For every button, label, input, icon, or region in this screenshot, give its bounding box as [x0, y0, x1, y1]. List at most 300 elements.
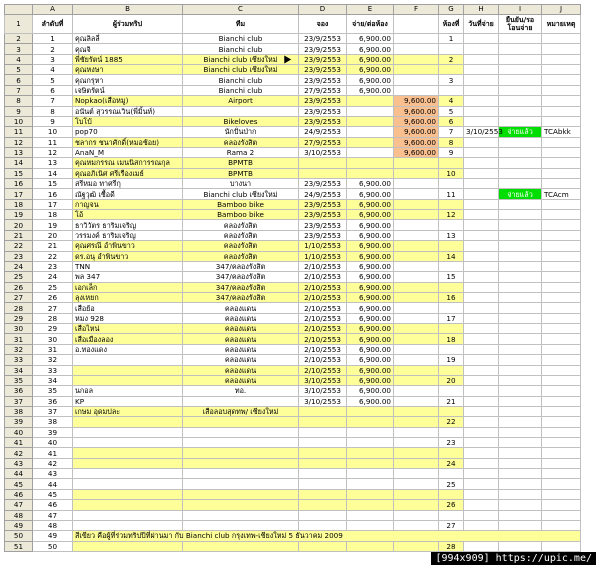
cell-h[interactable]: [464, 65, 499, 75]
cell-j[interactable]: [542, 406, 581, 416]
cell-f[interactable]: [394, 438, 439, 448]
cell-i[interactable]: [499, 541, 542, 551]
header-cell[interactable]: ลำดับที่: [33, 15, 73, 34]
cell-e[interactable]: 6,900.00: [347, 375, 394, 385]
cell-i[interactable]: [499, 489, 542, 499]
cell-j[interactable]: [542, 375, 581, 385]
cell-c[interactable]: Bamboo bike: [183, 210, 299, 220]
cell-c[interactable]: บางนา: [183, 179, 299, 189]
cell-h[interactable]: [464, 199, 499, 209]
cell-i[interactable]: [499, 241, 542, 251]
cell-g[interactable]: [439, 220, 464, 230]
cell-h[interactable]: [464, 406, 499, 416]
cell-d[interactable]: [299, 458, 347, 468]
cell-i[interactable]: [499, 292, 542, 302]
cell-f[interactable]: [394, 344, 439, 354]
cell-j[interactable]: [542, 210, 581, 220]
row-number[interactable]: 41: [5, 438, 33, 448]
cell-c[interactable]: [183, 520, 299, 530]
cell-g[interactable]: 18: [439, 334, 464, 344]
cell-c[interactable]: เสือลอบสุดทพ/ เชียงใหม่: [183, 406, 299, 416]
cell-j[interactable]: [542, 365, 581, 375]
cell-b[interactable]: [73, 489, 183, 499]
row-number[interactable]: 9: [5, 106, 33, 116]
row-number[interactable]: 45: [5, 479, 33, 489]
cell-j[interactable]: [542, 199, 581, 209]
cell-e[interactable]: [347, 147, 394, 157]
cell-e[interactable]: [347, 458, 394, 468]
cell-c[interactable]: คลองแดน: [183, 355, 299, 365]
cell-g[interactable]: 3: [439, 75, 464, 85]
cell-g[interactable]: [439, 303, 464, 313]
row-number[interactable]: 25: [5, 272, 33, 282]
column-header[interactable]: A: [33, 5, 73, 15]
cell-c[interactable]: Bamboo bike: [183, 199, 299, 209]
cell-j[interactable]: [542, 469, 581, 479]
cell-d[interactable]: [299, 448, 347, 458]
cell-h[interactable]: [464, 44, 499, 54]
cell-b[interactable]: พล 347: [73, 272, 183, 282]
cell-b[interactable]: อ.ทองแดง: [73, 344, 183, 354]
cell-j[interactable]: [542, 448, 581, 458]
cell-c[interactable]: [183, 510, 299, 520]
cell-e[interactable]: [347, 541, 394, 551]
cell-b[interactable]: คุณกรุหา: [73, 75, 183, 85]
cell-h[interactable]: [464, 427, 499, 437]
cell-j[interactable]: [542, 344, 581, 354]
cell-b[interactable]: คุณหมกรรณ เมนนิสการรณกุล: [73, 158, 183, 168]
row-number[interactable]: 11: [5, 127, 33, 137]
cell-g[interactable]: 16: [439, 292, 464, 302]
cell-j[interactable]: [542, 396, 581, 406]
cell-c[interactable]: Bianchi club: [183, 44, 299, 54]
cell-i[interactable]: จ่ายแล้ว: [499, 127, 542, 137]
row-number[interactable]: 27: [5, 292, 33, 302]
row-number[interactable]: 48: [5, 510, 33, 520]
cell-j[interactable]: [542, 272, 581, 282]
cell-b[interactable]: เสือเมืองลอง: [73, 334, 183, 344]
cell-h[interactable]: [464, 168, 499, 178]
cell-a[interactable]: 41: [33, 448, 73, 458]
cell-g[interactable]: [439, 448, 464, 458]
cell-j[interactable]: [542, 479, 581, 489]
cell-c[interactable]: [183, 469, 299, 479]
cell-i[interactable]: [499, 406, 542, 416]
cell-e[interactable]: 6,900.00: [347, 334, 394, 344]
cell-h[interactable]: [464, 116, 499, 126]
cell-a[interactable]: 16: [33, 189, 73, 199]
cell-b[interactable]: เจษิตรัตน์: [73, 85, 183, 95]
cell-b[interactable]: ณัฐวุฒิ เชื้อดี: [73, 189, 183, 199]
cell-a[interactable]: 35: [33, 386, 73, 396]
cell-c[interactable]: คลองรังสิต: [183, 137, 299, 147]
row-number[interactable]: 51: [5, 541, 33, 551]
cell-h[interactable]: [464, 220, 499, 230]
row-number[interactable]: 24: [5, 261, 33, 271]
cell-b[interactable]: คุณลิลลี่: [73, 34, 183, 44]
cell-g[interactable]: 8: [439, 137, 464, 147]
cell-a[interactable]: 27: [33, 303, 73, 313]
cell-a[interactable]: 39: [33, 427, 73, 437]
cell-b[interactable]: [73, 500, 183, 510]
row-number[interactable]: 15: [5, 168, 33, 178]
cell-a[interactable]: 18: [33, 210, 73, 220]
cell-b[interactable]: วรรมงค์ ธาริมเจริญ: [73, 230, 183, 240]
cell-c[interactable]: คลองแดน: [183, 303, 299, 313]
cell-a[interactable]: 29: [33, 324, 73, 334]
cell-h[interactable]: [464, 541, 499, 551]
cell-d[interactable]: 23/9/2553: [299, 199, 347, 209]
cell-d[interactable]: 23/9/2553: [299, 179, 347, 189]
row-number[interactable]: 50: [5, 531, 33, 541]
cell-i[interactable]: [499, 54, 542, 64]
row-number[interactable]: 42: [5, 448, 33, 458]
cell-g[interactable]: [439, 365, 464, 375]
cell-i[interactable]: [499, 303, 542, 313]
cell-d[interactable]: 3/10/2553: [299, 396, 347, 406]
cell-a[interactable]: 3: [33, 54, 73, 64]
cell-i[interactable]: [499, 510, 542, 520]
row-number[interactable]: 33: [5, 355, 33, 365]
cell-a[interactable]: 2: [33, 44, 73, 54]
cell-e[interactable]: 6,900.00: [347, 272, 394, 282]
cell-h[interactable]: [464, 489, 499, 499]
cell-g[interactable]: 24: [439, 458, 464, 468]
column-header[interactable]: J: [542, 5, 581, 15]
row-number[interactable]: 32: [5, 344, 33, 354]
cell-a[interactable]: 4: [33, 65, 73, 75]
cell-a[interactable]: 15: [33, 179, 73, 189]
cell-b[interactable]: AnaN_M: [73, 147, 183, 157]
cell-h[interactable]: [464, 303, 499, 313]
row-number[interactable]: 21: [5, 230, 33, 240]
cell-g[interactable]: 14: [439, 251, 464, 261]
cell-b[interactable]: pop70: [73, 127, 183, 137]
cell-h[interactable]: [464, 96, 499, 106]
cell-j[interactable]: [542, 427, 581, 437]
cell-h[interactable]: [464, 85, 499, 95]
cell-j[interactable]: [542, 489, 581, 499]
cell-d[interactable]: 23/9/2553: [299, 116, 347, 126]
cell-f[interactable]: [394, 85, 439, 95]
cell-h[interactable]: [464, 469, 499, 479]
cell-g[interactable]: 2: [439, 54, 464, 64]
cell-f[interactable]: [394, 334, 439, 344]
cell-j[interactable]: [542, 230, 581, 240]
cell-h[interactable]: [464, 179, 499, 189]
cell-f[interactable]: [394, 417, 439, 427]
cell-f[interactable]: [394, 261, 439, 271]
cell-b[interactable]: [73, 438, 183, 448]
cell-b[interactable]: ชลากร ชนาศักดิ์(หมอช้อย): [73, 137, 183, 147]
cell-d[interactable]: 3/10/2553: [299, 375, 347, 385]
cell-a[interactable]: 17: [33, 199, 73, 209]
row-number[interactable]: 47: [5, 500, 33, 510]
cell-b[interactable]: โอ้: [73, 210, 183, 220]
column-header[interactable]: C: [183, 5, 299, 15]
cell-e[interactable]: [347, 96, 394, 106]
cell-f[interactable]: 9,600.00: [394, 147, 439, 157]
cell-g[interactable]: [439, 510, 464, 520]
cell-j[interactable]: [542, 458, 581, 468]
cell-g[interactable]: [439, 261, 464, 271]
cell-i[interactable]: [499, 106, 542, 116]
cell-d[interactable]: 23/9/2553: [299, 230, 347, 240]
cell-c[interactable]: Bianchi club เชียงใหม่: [183, 65, 299, 75]
cell-a[interactable]: 9: [33, 116, 73, 126]
cell-a[interactable]: 8: [33, 106, 73, 116]
cell-d[interactable]: 2/10/2553: [299, 292, 347, 302]
cell-j[interactable]: [542, 386, 581, 396]
cell-h[interactable]: [464, 396, 499, 406]
cell-d[interactable]: 23/9/2553: [299, 106, 347, 116]
cell-c[interactable]: นักปั่นป่าก: [183, 127, 299, 137]
cell-b[interactable]: [73, 469, 183, 479]
cell-d[interactable]: 2/10/2553: [299, 282, 347, 292]
cell-h[interactable]: [464, 500, 499, 510]
cell-e[interactable]: 6,900.00: [347, 220, 394, 230]
cell-a[interactable]: 21: [33, 241, 73, 251]
cell-f[interactable]: [394, 272, 439, 282]
cell-h[interactable]: [464, 448, 499, 458]
cell-b[interactable]: พี่ชัยรัตน์ 1885: [73, 54, 183, 64]
cell-e[interactable]: 6,900.00: [347, 54, 394, 64]
cell-f[interactable]: [394, 189, 439, 199]
row-number[interactable]: 38: [5, 406, 33, 416]
cell-d[interactable]: 23/9/2553: [299, 44, 347, 54]
cell-e[interactable]: 6,900.00: [347, 292, 394, 302]
cell-a[interactable]: 22: [33, 251, 73, 261]
header-cell[interactable]: ทีม: [183, 15, 299, 34]
cell-c[interactable]: คลองแดน: [183, 313, 299, 323]
cell-j[interactable]: [542, 116, 581, 126]
cell-j[interactable]: [542, 520, 581, 530]
cell-i[interactable]: [499, 386, 542, 396]
row-number[interactable]: 2: [5, 34, 33, 44]
header-cell[interactable]: จ่าย/ต่อห้อง: [347, 15, 394, 34]
cell-a[interactable]: 49: [33, 531, 73, 541]
cell-h[interactable]: [464, 147, 499, 157]
cell-d[interactable]: [299, 500, 347, 510]
cell-g[interactable]: 7: [439, 127, 464, 137]
cell-g[interactable]: [439, 65, 464, 75]
cell-a[interactable]: 47: [33, 510, 73, 520]
cell-j[interactable]: [542, 85, 581, 95]
cell-g[interactable]: 17: [439, 313, 464, 323]
cell-c[interactable]: คลองแดน: [183, 375, 299, 385]
cell-g[interactable]: 26: [439, 500, 464, 510]
cell-e[interactable]: 6,900.00: [347, 303, 394, 313]
column-header[interactable]: F: [394, 5, 439, 15]
cell-j[interactable]: TCAbkk: [542, 127, 581, 137]
cell-b[interactable]: อนันต์ สุวรรณเวิน(พี่มิ้นท์): [73, 106, 183, 116]
cell-f[interactable]: [394, 489, 439, 499]
cell-d[interactable]: [299, 541, 347, 551]
row-number[interactable]: 34: [5, 365, 33, 375]
cell-f[interactable]: [394, 179, 439, 189]
cell-g[interactable]: [439, 85, 464, 95]
cell-c[interactable]: Bianchi club: [183, 34, 299, 44]
cell-h[interactable]: [464, 251, 499, 261]
cell-e[interactable]: 6,900.00: [347, 65, 394, 75]
cell-f[interactable]: [394, 396, 439, 406]
cell-f[interactable]: [394, 210, 439, 220]
cell-i[interactable]: [499, 458, 542, 468]
cell-e[interactable]: [347, 448, 394, 458]
cell-g[interactable]: 27: [439, 520, 464, 530]
cell-a[interactable]: 7: [33, 96, 73, 106]
cell-c[interactable]: [183, 541, 299, 551]
cell-h[interactable]: [464, 272, 499, 282]
cell-f[interactable]: [394, 251, 439, 261]
column-header[interactable]: B: [73, 5, 183, 15]
cell-b[interactable]: สรีหมอ ทาศรีกุ: [73, 179, 183, 189]
cell-d[interactable]: [299, 427, 347, 437]
row-number[interactable]: 8: [5, 96, 33, 106]
cell-g[interactable]: 11: [439, 189, 464, 199]
cell-i[interactable]: [499, 147, 542, 157]
cell-a[interactable]: 43: [33, 469, 73, 479]
header-cell[interactable]: วันที่จ่าย: [464, 15, 499, 34]
row-number[interactable]: 43: [5, 458, 33, 468]
cell-b[interactable]: คุณศรณี อำพินขาว: [73, 241, 183, 251]
cell-b[interactable]: เสือย้อ: [73, 303, 183, 313]
cell-f[interactable]: [394, 448, 439, 458]
cell-j[interactable]: [542, 541, 581, 551]
cell-a[interactable]: 30: [33, 334, 73, 344]
cell-d[interactable]: 24/9/2553: [299, 189, 347, 199]
cell-c[interactable]: 347/คลองรังสิต: [183, 261, 299, 271]
row-number[interactable]: 5: [5, 65, 33, 75]
cell-c[interactable]: [183, 489, 299, 499]
row-number[interactable]: 37: [5, 396, 33, 406]
cell-j[interactable]: [542, 34, 581, 44]
row-number[interactable]: 39: [5, 417, 33, 427]
cell-b[interactable]: ดร.อนุ อำพินขาว: [73, 251, 183, 261]
row-number[interactable]: 6: [5, 75, 33, 85]
cell-e[interactable]: 6,900.00: [347, 199, 394, 209]
cell-h[interactable]: [464, 479, 499, 489]
note-text[interactable]: สีเขียว คือผู้ที่ร่วมทริปปีที่ผ่านมา กับ Bianchi club กรุงเทพ-เชียงใหม่ 5 ธันวาคม 2009: [73, 531, 581, 541]
cell-a[interactable]: 12: [33, 147, 73, 157]
cell-d[interactable]: 3/10/2553: [299, 147, 347, 157]
cell-i[interactable]: [499, 34, 542, 44]
cell-e[interactable]: [347, 500, 394, 510]
cell-j[interactable]: [542, 44, 581, 54]
cell-h[interactable]: [464, 438, 499, 448]
cell-i[interactable]: [499, 282, 542, 292]
cell-g[interactable]: 22: [439, 417, 464, 427]
cell-a[interactable]: 23: [33, 261, 73, 271]
cell-d[interactable]: 23/9/2553: [299, 75, 347, 85]
cell-j[interactable]: [542, 417, 581, 427]
cell-g[interactable]: 28: [439, 541, 464, 551]
cell-c[interactable]: คลองรังสิต: [183, 251, 299, 261]
cell-e[interactable]: [347, 106, 394, 116]
row-number[interactable]: 3: [5, 44, 33, 54]
cell-d[interactable]: 2/10/2553: [299, 303, 347, 313]
cell-e[interactable]: 6,900.00: [347, 313, 394, 323]
row-number[interactable]: 29: [5, 313, 33, 323]
cell-h[interactable]: [464, 34, 499, 44]
cell-d[interactable]: 23/9/2553: [299, 54, 347, 64]
cell-i[interactable]: [499, 344, 542, 354]
cell-c[interactable]: คลองแดน: [183, 334, 299, 344]
cell-h[interactable]: [464, 137, 499, 147]
cell-i[interactable]: [499, 96, 542, 106]
cell-d[interactable]: 1/10/2553: [299, 251, 347, 261]
cell-h[interactable]: [464, 106, 499, 116]
cell-d[interactable]: [299, 520, 347, 530]
cell-a[interactable]: 10: [33, 127, 73, 137]
cell-h[interactable]: [464, 365, 499, 375]
cell-c[interactable]: คลองแดน: [183, 324, 299, 334]
cell-f[interactable]: [394, 355, 439, 365]
cell-a[interactable]: 14: [33, 168, 73, 178]
cell-d[interactable]: 2/10/2553: [299, 261, 347, 271]
cell-f[interactable]: [394, 241, 439, 251]
cell-c[interactable]: Airport: [183, 96, 299, 106]
cell-i[interactable]: [499, 272, 542, 282]
cell-g[interactable]: 25: [439, 479, 464, 489]
cell-d[interactable]: [299, 158, 347, 168]
cell-j[interactable]: [542, 158, 581, 168]
cell-e[interactable]: 6,900.00: [347, 210, 394, 220]
cell-g[interactable]: 5: [439, 106, 464, 116]
cell-h[interactable]: [464, 282, 499, 292]
cell-i[interactable]: [499, 375, 542, 385]
cell-d[interactable]: 2/10/2553: [299, 324, 347, 334]
cell-i[interactable]: [499, 179, 542, 189]
column-header[interactable]: G: [439, 5, 464, 15]
row-number[interactable]: 28: [5, 303, 33, 313]
cell-f[interactable]: [394, 282, 439, 292]
cell-c[interactable]: [183, 396, 299, 406]
cell-g[interactable]: 4: [439, 96, 464, 106]
cell-e[interactable]: 6,900.00: [347, 34, 394, 44]
cell-g[interactable]: [439, 406, 464, 416]
cell-i[interactable]: [499, 137, 542, 147]
header-cell[interactable]: ผู้ร่วมทริป: [73, 15, 183, 34]
column-header[interactable]: D: [299, 5, 347, 15]
cell-f[interactable]: [394, 406, 439, 416]
cell-a[interactable]: 44: [33, 479, 73, 489]
cell-g[interactable]: [439, 427, 464, 437]
cell-e[interactable]: [347, 479, 394, 489]
select-all-corner[interactable]: [5, 5, 33, 15]
cell-d[interactable]: 23/9/2553: [299, 220, 347, 230]
cell-b[interactable]: กาญจน: [73, 199, 183, 209]
cell-a[interactable]: 20: [33, 230, 73, 240]
cell-j[interactable]: [542, 54, 581, 64]
row-number[interactable]: 1: [5, 15, 33, 34]
row-number[interactable]: 14: [5, 158, 33, 168]
cell-b[interactable]: เกษม อุดมปละ: [73, 406, 183, 416]
cell-e[interactable]: [347, 406, 394, 416]
cell-b[interactable]: เอกเล็ก: [73, 282, 183, 292]
cell-i[interactable]: [499, 396, 542, 406]
cell-h[interactable]: [464, 241, 499, 251]
row-number[interactable]: 49: [5, 520, 33, 530]
cell-c[interactable]: BPMTB: [183, 158, 299, 168]
cell-e[interactable]: 6,900.00: [347, 189, 394, 199]
cell-f[interactable]: [394, 75, 439, 85]
cell-h[interactable]: [464, 510, 499, 520]
cell-g[interactable]: [439, 469, 464, 479]
cell-c[interactable]: Rama 2: [183, 147, 299, 157]
cell-d[interactable]: [299, 479, 347, 489]
cell-e[interactable]: 6,900.00: [347, 179, 394, 189]
